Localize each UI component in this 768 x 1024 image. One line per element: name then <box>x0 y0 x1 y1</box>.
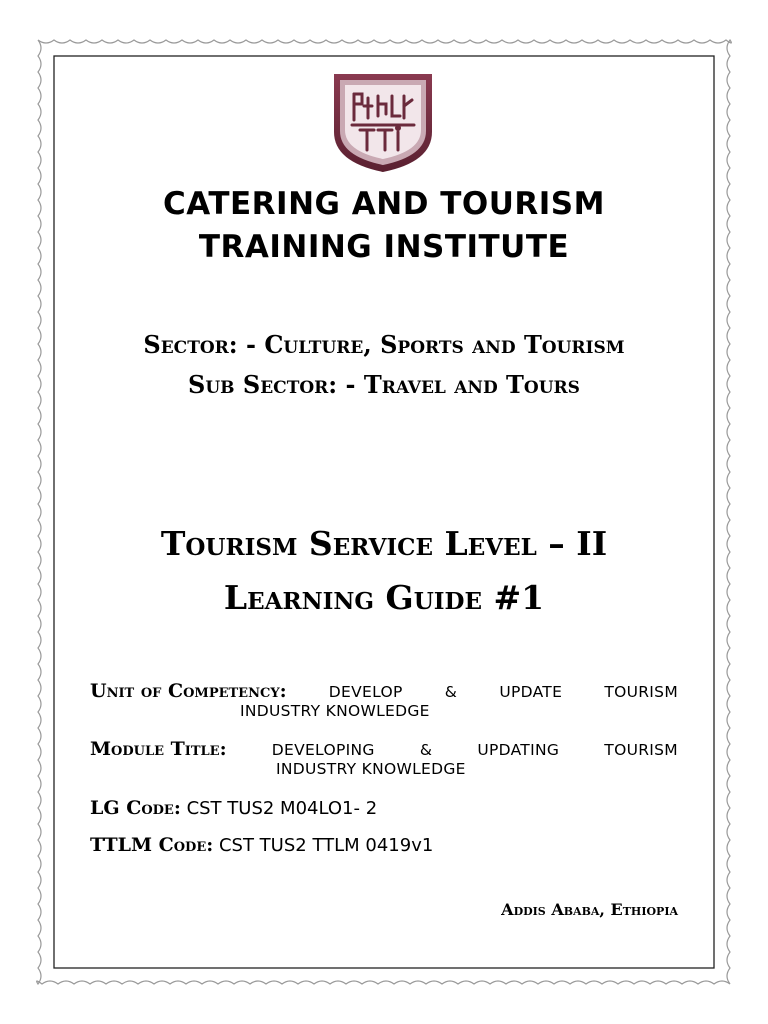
institute-title-line-1: CATERING AND TOURISM <box>163 186 605 222</box>
unit-value-continuation: INDUSTRY KNOWLEDGE <box>240 702 430 720</box>
institute-logo-icon <box>328 70 438 174</box>
unit-value-word: TOURISM <box>604 683 678 701</box>
module-value-continuation: INDUSTRY KNOWLEDGE <box>276 760 466 778</box>
institute-title-line-2: TRAINING INSTITUTE <box>198 229 570 265</box>
sub-sector-line: Sub Sector: - Travel and Tours <box>188 370 580 399</box>
module-title <box>90 738 678 778</box>
level-title: Tourism Service Level – II <box>160 524 608 563</box>
module-label: Module Title: <box>90 738 227 760</box>
unit-value-word: & <box>444 683 458 701</box>
module-value-word: DEVELOPING <box>271 741 375 759</box>
ttlm-code <box>90 834 678 856</box>
lg-code-value: CST TUS2 M04LO1- 2 <box>180 798 378 819</box>
lg-code <box>90 797 678 819</box>
unit-value-word: UPDATE <box>499 683 563 701</box>
lg-code-label: LG Code: <box>90 797 181 819</box>
ttlm-code-value: CST TUS2 TTLM 0419v1 <box>213 835 434 856</box>
unit-of-competency <box>90 680 678 720</box>
module-value-word: TOURISM <box>604 741 678 759</box>
learning-guide-title: Learning Guide #1 <box>223 578 545 617</box>
unit-label: Unit of Competency: <box>90 680 287 702</box>
module-value-word: & <box>419 741 433 759</box>
unit-value-word: DEVELOP <box>328 683 403 701</box>
sector-line: Sector: - Culture, Sports and Tourism <box>143 330 625 359</box>
module-value-word: UPDATING <box>477 741 560 759</box>
ttlm-code-label: TTLM Code: <box>90 834 214 856</box>
location: Addis Ababa, Ethiopia <box>501 900 678 919</box>
